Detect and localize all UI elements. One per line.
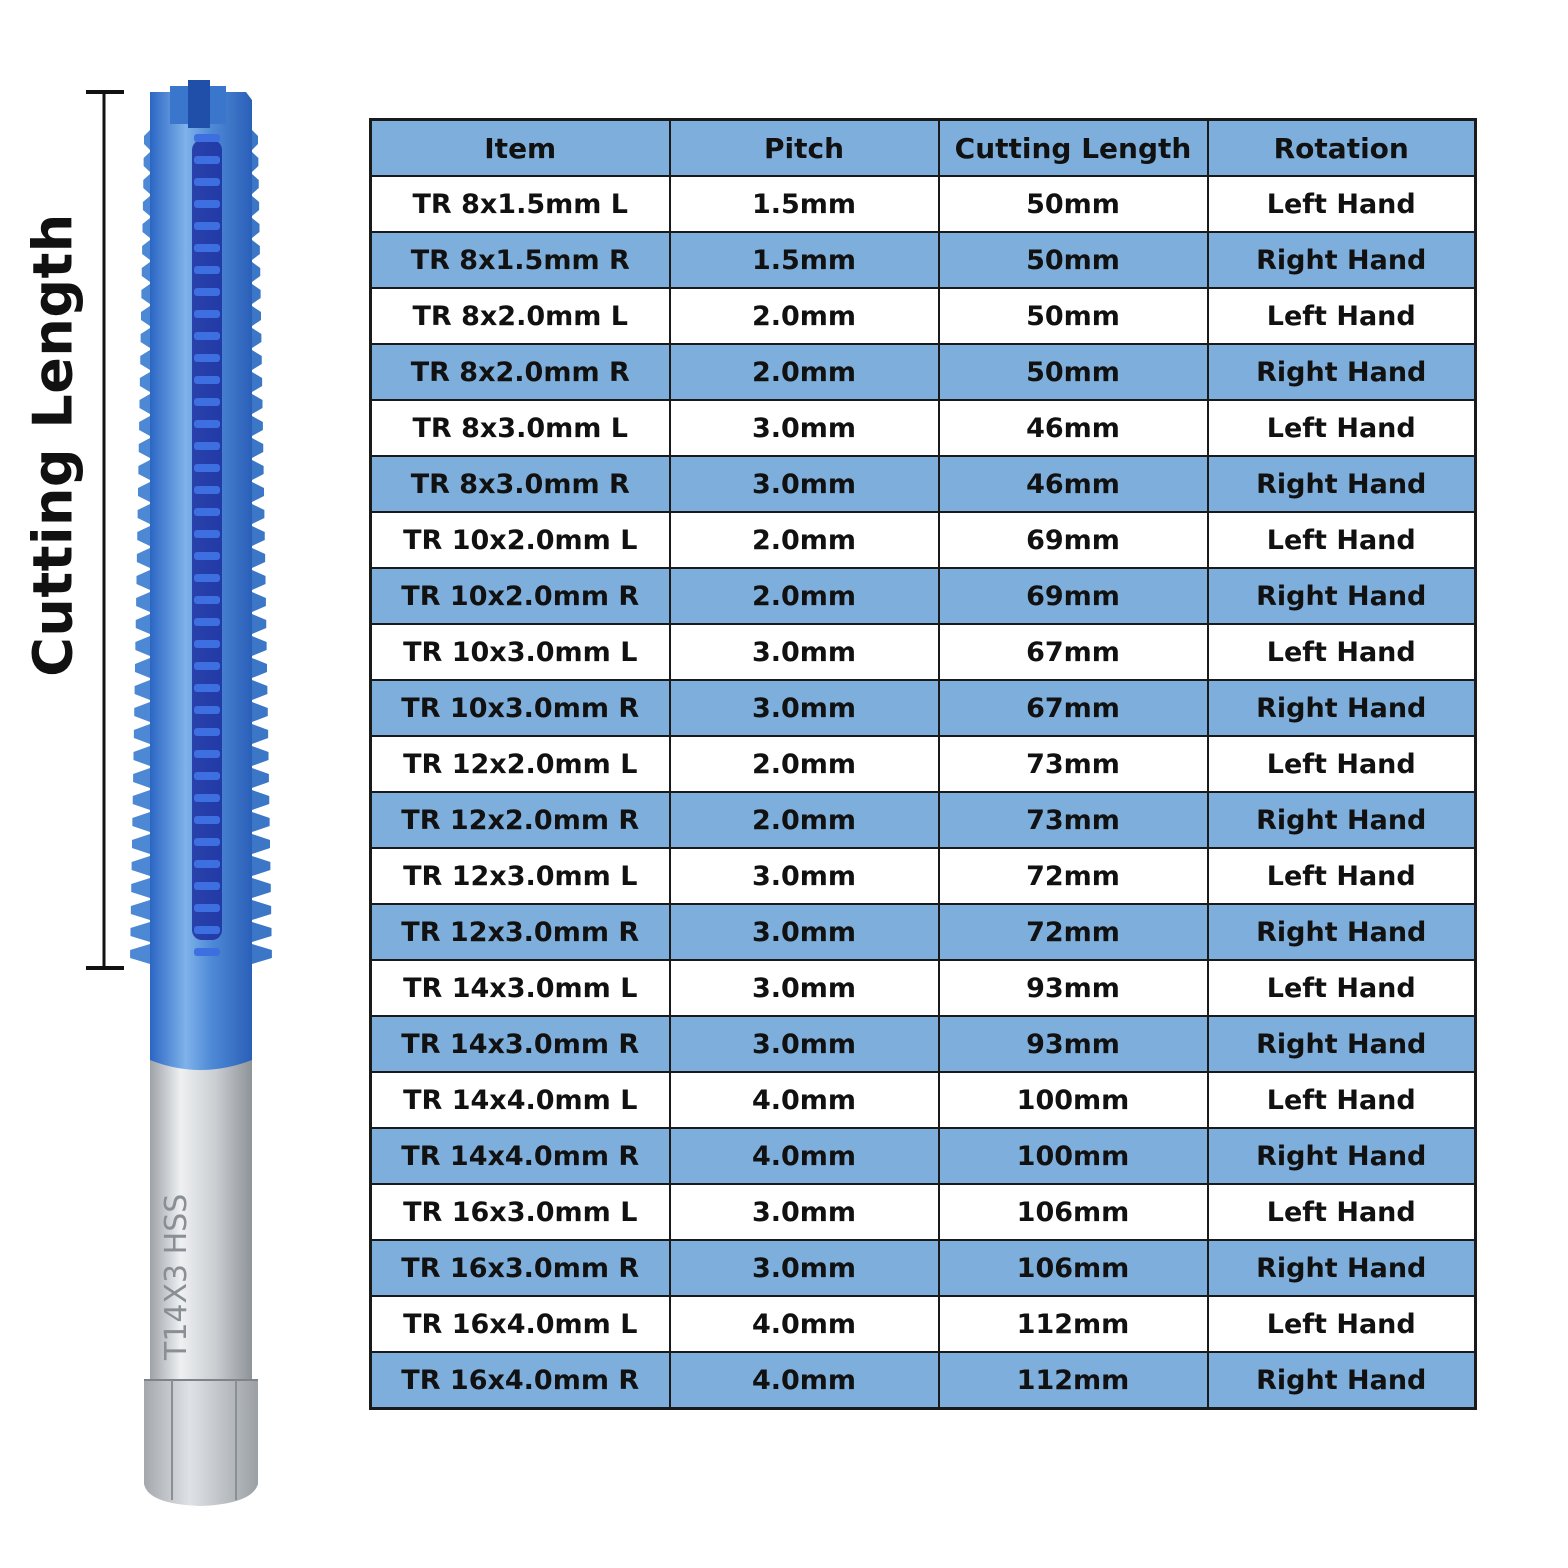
cutting-length-label: Cutting Length <box>21 213 85 677</box>
cell-item: TR 8x3.0mm R <box>371 456 670 512</box>
cell-item: TR 16x4.0mm L <box>371 1296 670 1352</box>
cell-item: TR 8x3.0mm L <box>371 400 670 456</box>
cell-rotation: Left Hand <box>1208 1184 1476 1240</box>
table-row <box>371 736 1476 792</box>
cell-rotation: Right Hand <box>1208 456 1476 512</box>
cell-rotation: Right Hand <box>1208 680 1476 736</box>
cell-item: TR 10x3.0mm R <box>371 680 670 736</box>
cell-pitch: 2.0mm <box>670 288 939 344</box>
cell-item: TR 14x4.0mm L <box>371 1072 670 1128</box>
cell-cutting-length: 50mm <box>939 344 1208 400</box>
table-header-row <box>371 120 1476 177</box>
cell-rotation: Left Hand <box>1208 512 1476 568</box>
table-row <box>371 1184 1476 1240</box>
cell-pitch: 3.0mm <box>670 624 939 680</box>
cell-cutting-length: 106mm <box>939 1184 1208 1240</box>
cell-item: TR 10x3.0mm L <box>371 624 670 680</box>
table-row <box>371 288 1476 344</box>
table-row <box>371 344 1476 400</box>
table-row <box>371 568 1476 624</box>
table-row <box>371 904 1476 960</box>
column-header-pitch: Pitch <box>670 120 939 177</box>
cell-cutting-length: 69mm <box>939 568 1208 624</box>
cell-pitch: 3.0mm <box>670 456 939 512</box>
table-row <box>371 960 1476 1016</box>
cell-pitch: 2.0mm <box>670 344 939 400</box>
cell-rotation: Right Hand <box>1208 232 1476 288</box>
cell-rotation: Right Hand <box>1208 1240 1476 1296</box>
cell-pitch: 3.0mm <box>670 1240 939 1296</box>
cell-cutting-length: 73mm <box>939 792 1208 848</box>
cell-pitch: 3.0mm <box>670 960 939 1016</box>
cell-rotation: Right Hand <box>1208 1016 1476 1072</box>
cell-cutting-length: 112mm <box>939 1296 1208 1352</box>
cell-rotation: Right Hand <box>1208 568 1476 624</box>
cell-item: TR 16x3.0mm R <box>371 1240 670 1296</box>
cell-rotation: Right Hand <box>1208 344 1476 400</box>
cell-rotation: Left Hand <box>1208 288 1476 344</box>
cell-item: TR 14x3.0mm R <box>371 1016 670 1072</box>
table-row <box>371 1072 1476 1128</box>
cell-item: TR 8x2.0mm L <box>371 288 670 344</box>
cell-rotation: Left Hand <box>1208 1296 1476 1352</box>
cell-item: TR 10x2.0mm L <box>371 512 670 568</box>
table-row <box>371 680 1476 736</box>
cell-cutting-length: 100mm <box>939 1072 1208 1128</box>
cell-item: TR 16x4.0mm R <box>371 1352 670 1409</box>
cell-rotation: Left Hand <box>1208 736 1476 792</box>
cell-cutting-length: 100mm <box>939 1128 1208 1184</box>
cell-pitch: 4.0mm <box>670 1128 939 1184</box>
cell-rotation: Left Hand <box>1208 960 1476 1016</box>
table-row <box>371 400 1476 456</box>
cell-rotation: Right Hand <box>1208 1352 1476 1409</box>
cell-cutting-length: 93mm <box>939 1016 1208 1072</box>
column-header-item: Item <box>371 120 670 177</box>
table-row <box>371 512 1476 568</box>
cell-rotation: Left Hand <box>1208 624 1476 680</box>
cell-cutting-length: 72mm <box>939 848 1208 904</box>
cell-cutting-length: 46mm <box>939 400 1208 456</box>
cell-rotation: Left Hand <box>1208 400 1476 456</box>
table-row <box>371 456 1476 512</box>
cell-item: TR 12x3.0mm R <box>371 904 670 960</box>
cell-item: TR 14x3.0mm L <box>371 960 670 1016</box>
column-header-rotation: Rotation <box>1208 120 1476 177</box>
cell-cutting-length: 50mm <box>939 176 1208 232</box>
cell-cutting-length: 67mm <box>939 680 1208 736</box>
tap-illustration <box>0 0 340 1568</box>
cell-item: TR 10x2.0mm R <box>371 568 670 624</box>
cell-cutting-length: 67mm <box>939 624 1208 680</box>
cell-rotation: Right Hand <box>1208 792 1476 848</box>
cell-pitch: 3.0mm <box>670 904 939 960</box>
cell-rotation: Right Hand <box>1208 1128 1476 1184</box>
table-row <box>371 624 1476 680</box>
spec-table <box>369 118 1477 1410</box>
cell-pitch: 2.0mm <box>670 568 939 624</box>
cell-item: TR 14x4.0mm R <box>371 1128 670 1184</box>
cell-pitch: 2.0mm <box>670 792 939 848</box>
table-row <box>371 1240 1476 1296</box>
table-row <box>371 232 1476 288</box>
threaded-section <box>130 80 272 1050</box>
table-body <box>371 176 1476 1409</box>
cell-cutting-length: 112mm <box>939 1352 1208 1409</box>
dimension-bracket <box>86 92 124 968</box>
cell-cutting-length: 50mm <box>939 288 1208 344</box>
square-drive <box>144 1380 258 1506</box>
cell-pitch: 1.5mm <box>670 232 939 288</box>
cell-pitch: 2.0mm <box>670 512 939 568</box>
cell-rotation: Right Hand <box>1208 904 1476 960</box>
cell-cutting-length: 93mm <box>939 960 1208 1016</box>
cell-item: TR 8x1.5mm L <box>371 176 670 232</box>
cell-item: TR 12x2.0mm L <box>371 736 670 792</box>
cell-pitch: 3.0mm <box>670 680 939 736</box>
cell-cutting-length: 46mm <box>939 456 1208 512</box>
cell-item: TR 12x3.0mm L <box>371 848 670 904</box>
cell-pitch: 4.0mm <box>670 1296 939 1352</box>
table-row <box>371 176 1476 232</box>
cell-cutting-length: 72mm <box>939 904 1208 960</box>
cell-item: TR 8x2.0mm R <box>371 344 670 400</box>
cell-pitch: 3.0mm <box>670 1184 939 1240</box>
cell-pitch: 3.0mm <box>670 848 939 904</box>
cell-item: TR 12x2.0mm R <box>371 792 670 848</box>
cell-pitch: 4.0mm <box>670 1072 939 1128</box>
column-header-cutting-length: Cutting Length <box>939 120 1208 177</box>
cell-cutting-length: 73mm <box>939 736 1208 792</box>
cell-pitch: 3.0mm <box>670 400 939 456</box>
cell-rotation: Left Hand <box>1208 848 1476 904</box>
table-row <box>371 1016 1476 1072</box>
table-row <box>371 848 1476 904</box>
shank <box>150 1036 252 1380</box>
table-row <box>371 1352 1476 1409</box>
table-row <box>371 1296 1476 1352</box>
table-row <box>371 792 1476 848</box>
cell-pitch: 1.5mm <box>670 176 939 232</box>
table-row <box>371 1128 1476 1184</box>
shank-marking: T14X3 HSS <box>159 1193 194 1360</box>
cell-cutting-length: 69mm <box>939 512 1208 568</box>
cell-pitch: 2.0mm <box>670 736 939 792</box>
cell-pitch: 4.0mm <box>670 1352 939 1409</box>
cell-cutting-length: 106mm <box>939 1240 1208 1296</box>
cell-item: TR 16x3.0mm L <box>371 1184 670 1240</box>
cell-rotation: Left Hand <box>1208 1072 1476 1128</box>
cell-rotation: Left Hand <box>1208 176 1476 232</box>
cell-cutting-length: 50mm <box>939 232 1208 288</box>
cell-item: TR 8x1.5mm R <box>371 232 670 288</box>
cell-pitch: 3.0mm <box>670 1016 939 1072</box>
